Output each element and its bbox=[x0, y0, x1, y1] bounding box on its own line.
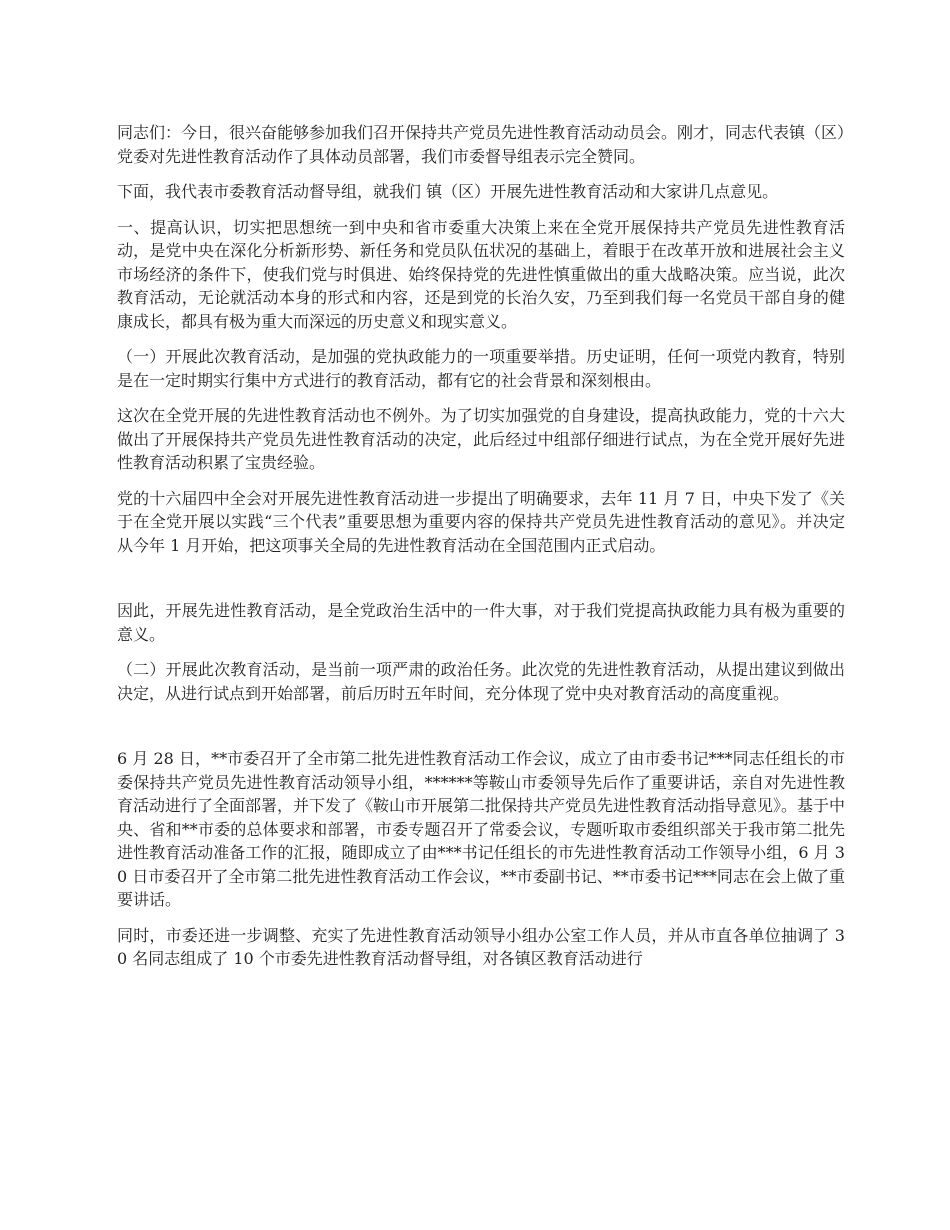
paragraph-therefore: 因此，开展先进性教育活动，是全党政治生活中的一件大事，对于我们党提高执政能力具有极为重要的意义。 bbox=[117, 601, 845, 644]
paragraph-subsection-one: （一）开展此次教育活动，是加强的党执政能力的一项重要举措。历史证明，任何一项党内教育，特别是在一定时期实行集中方式进行的教育活动，都有它的社会背景和深刻根由。 bbox=[117, 347, 845, 390]
paragraph-gap bbox=[117, 717, 845, 747]
paragraph-intro: 下面，我代表市委教育活动督导组，就我们 镇（区）开展先进性教育活动和大家讲几点意见。 bbox=[117, 182, 779, 201]
document-body bbox=[117, 121, 845, 983]
paragraph-fourth-plenum: 党的十六届四中全会对开展先进性教育活动进一步提出了明确要求，去年 11 月 7 日，中央下发了《关于在全党开展以实践“三个代表”重要思想为重要内容的保持共产党员先进性教育活动的意见》。并决定从今年 1 月开始，把这项事关全局的先进性教育活动在全国范围内正式启动。 bbox=[117, 488, 845, 555]
paragraph-meanwhile: 同时，市委还进一步调整、充实了先进性教育活动领导小组办公室工作人员，并从市直各单位抽调了 30 名同志组成了 10 个市委先进性教育活动督导组，对各镇区教育活动进行 bbox=[117, 925, 845, 968]
paragraph-greeting: 同志们：今日，很兴奋能够参加我们召开保持共产党员先进性教育活动动员会。刚才，同志代表镇（区）党委对先进性教育活动作了具体动员部署，我们市委督导组表示完全赞同。 bbox=[117, 123, 846, 166]
paragraph-subsection-two: （二）开展此次教育活动，是当前一项严肃的政治任务。此次党的先进性教育活动，从提出建议到做出决定，从进行试点到开始部署，前后历时五年时间，充分体现了党中央对教育活动的高度重视。 bbox=[117, 660, 845, 703]
paragraph-section-one: 一、提高认识，切实把思想统一到中央和省市委重大决策上来在全党开展保持共产党员先进性教育活动，是党中央在深化分析新形势、新任务和党员队伍状况的基础上，着眼于在改革开放和进展社会主义市场经济的条件下，使我们党与时俱进、始终保持党的先进性慎重做出的重大战略决策。应当说，此次教育活动，无论就活动本身的形式和内容，还是到党的长治久安，乃至到我们每一名党员干部自身的健康成长，都具有极为重大而深远的历史意义和现实意义。 bbox=[117, 217, 845, 331]
paragraph-no-exception: 这次在全党开展的先进性教育活动也不例外。为了切实加强党的自身建设，提高执政能力，党的十六大做出了开展保持共产党员先进性教育活动的决定，此后经过中组部仔细进行试点，为在全党开展好先进性教育活动积累了宝贵经验。 bbox=[117, 406, 845, 472]
paragraph-gap bbox=[117, 569, 845, 599]
paragraph-june-meeting: 6 月 28 日，**市委召开了全市第二批先进性教育活动工作会议，成立了由市委书记***同志任组长的市委保持共产党员先进性教育活动领导小组，******等鞍山市委领导先后作了重要讲话，亲自对先进性教育活动进行了全面部署，并下发了《鞍山市开展第二批保持共产党员先进性教育活动指导意见》。基于中央、省和**市委的总体要求和部署，市委专题召开了常委会议，专题听取市委组织部关于我市第二批先进性教育活动准备工作的汇报，随即成立了由***书记任组长的市先进性教育活动工作领导小组，6 月 30 日市委召开了全市第二批先进性教育活动工作会议，**市委副书记、**市委书记***同志在会上做了重要讲话。 bbox=[117, 749, 846, 909]
